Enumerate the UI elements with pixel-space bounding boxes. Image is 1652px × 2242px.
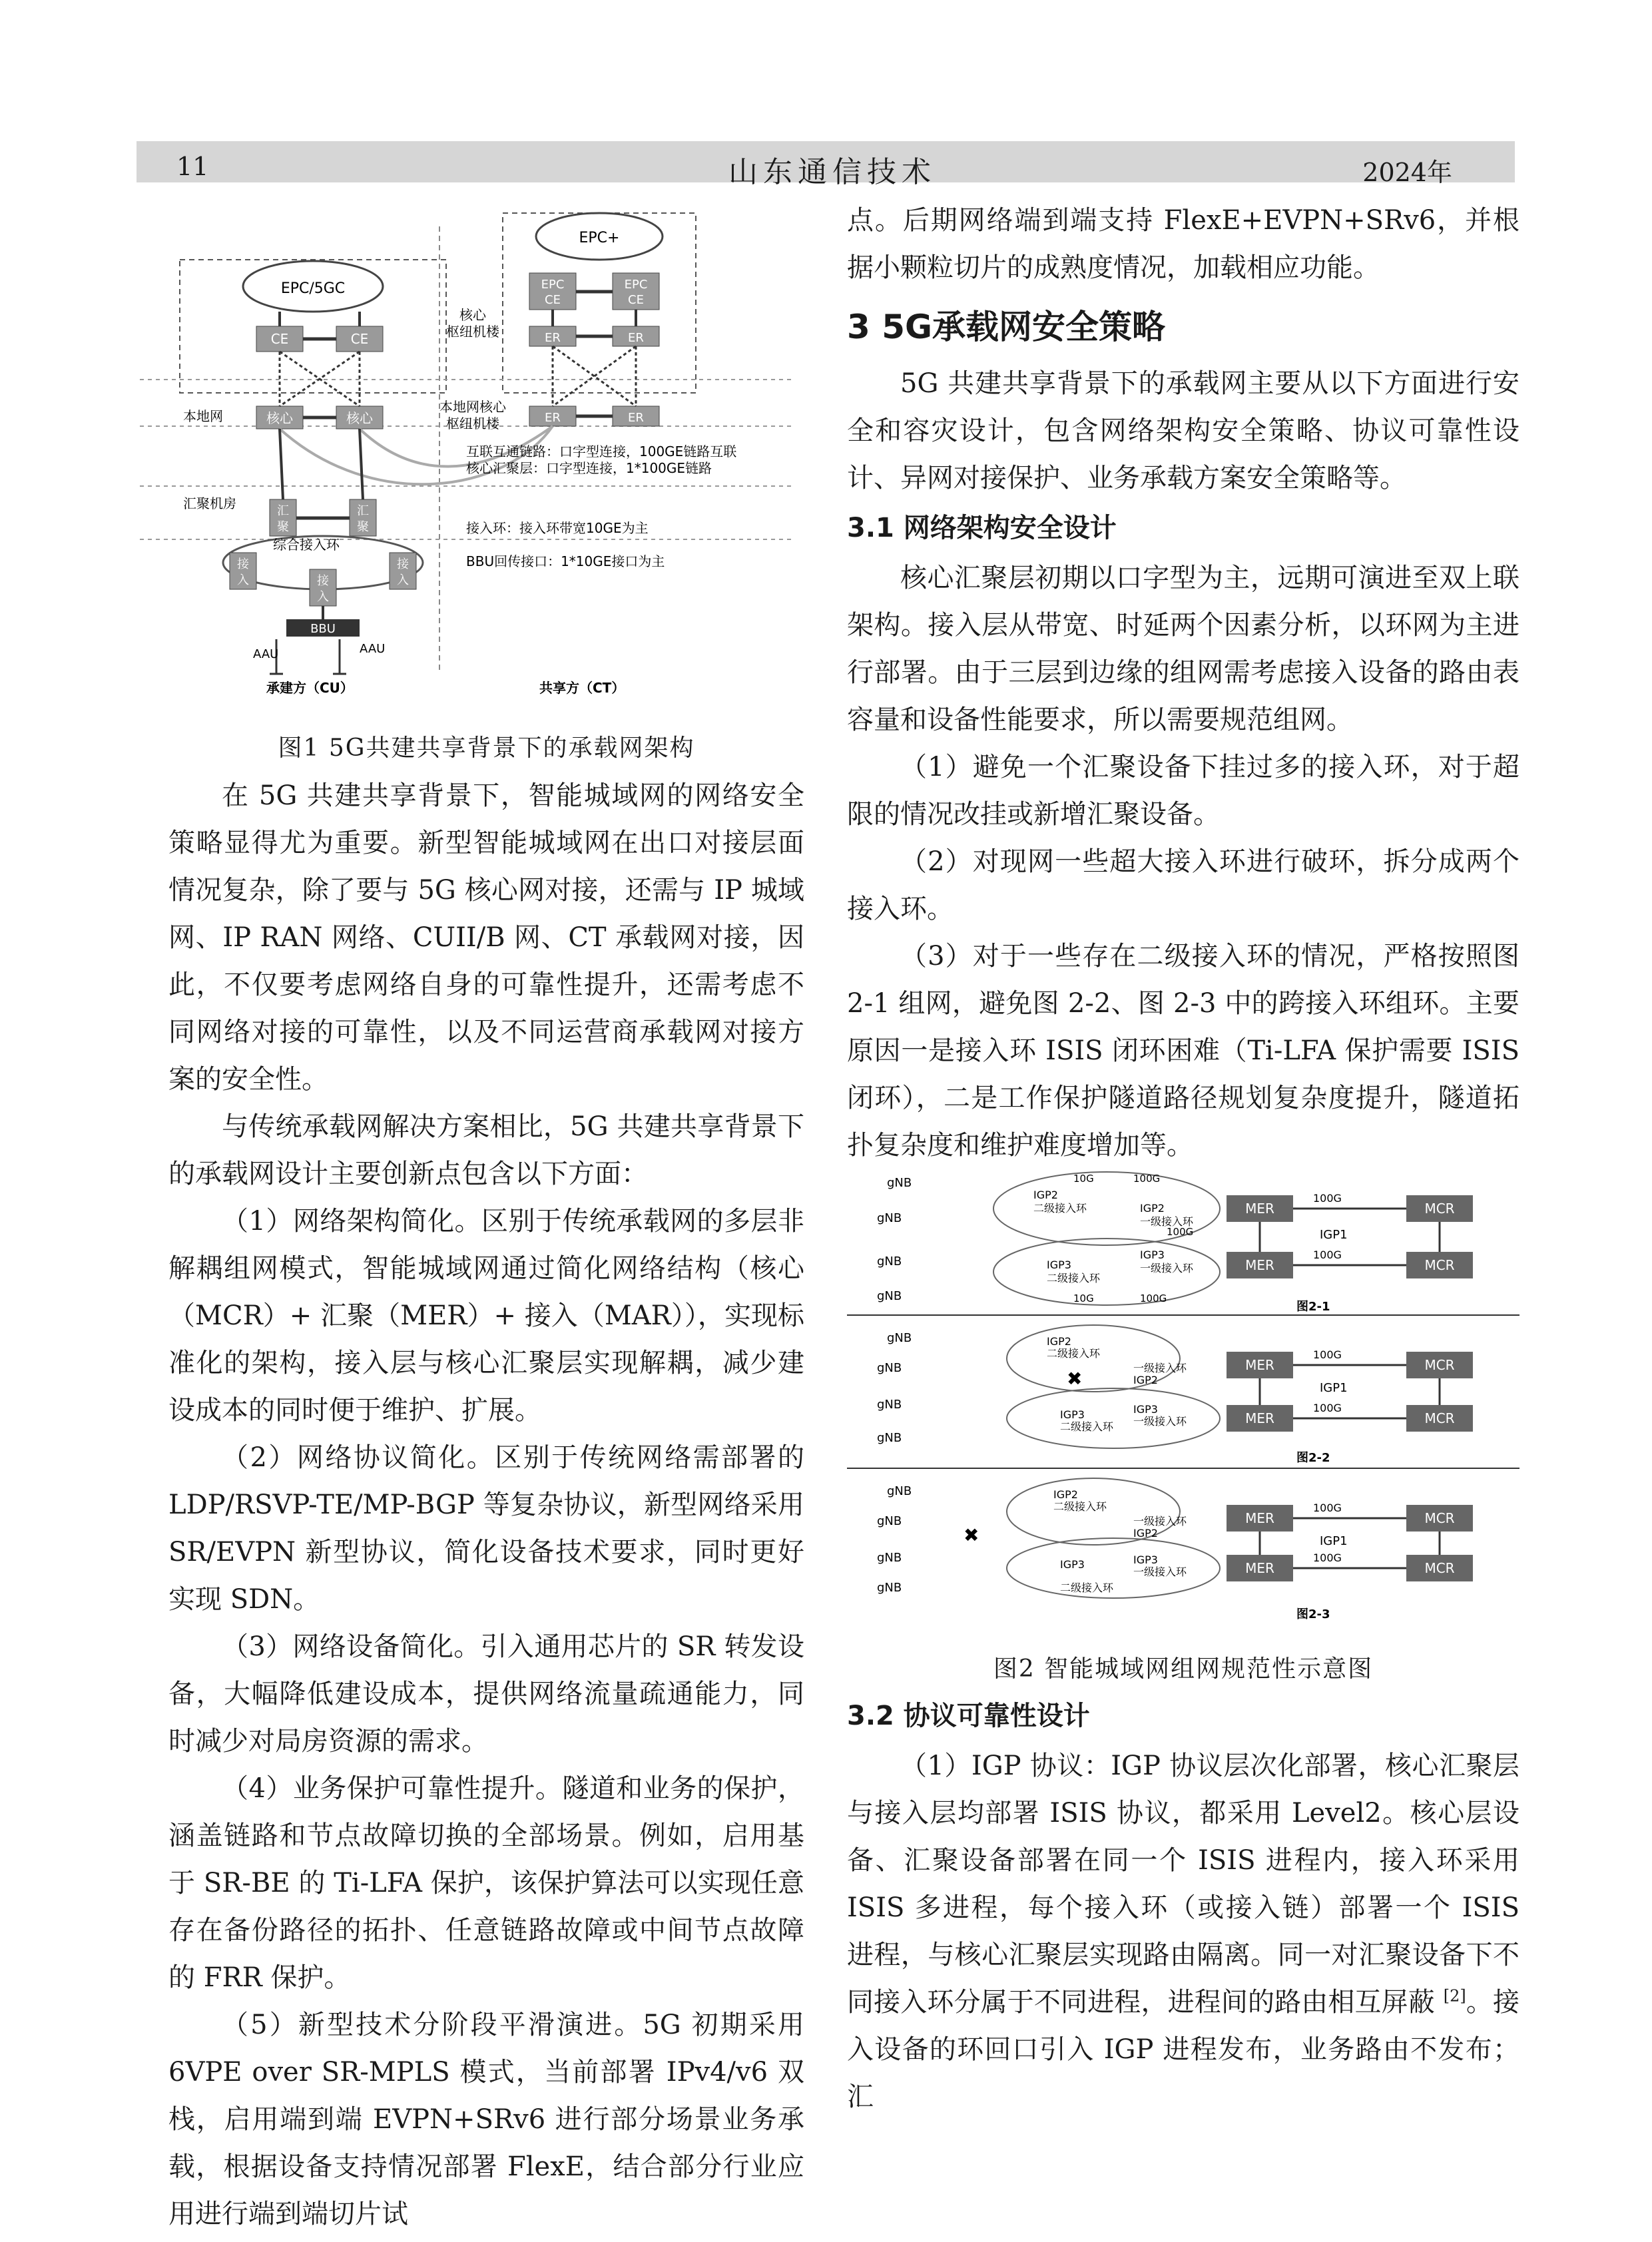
figure-2-caption: 图2 智能城域网组网规范性示意图	[993, 1655, 1374, 1683]
svg-text:100G: 100G	[1313, 1192, 1342, 1205]
svg-text:IGP3: IGP3	[1060, 1558, 1085, 1571]
paragraph: 在 5G 共建共享背景下，智能城域网的网络安全策略显得尤为重要。新型智能城域网在出口对接层面情况复杂，除了要与 5G 核心网对接，还需与 IP 城域网、IP RAN 网络、CUII/B 网、CT 承载网对接，因此，不仅要考虑网络自身的可靠性提升，还需考虑不同网络对接的可靠性，以及不同运营商承载网对接方案的安全性。	[168, 780, 804, 1095]
svg-text:gNB: gNB	[877, 1289, 902, 1303]
svg-text:核心: 核心	[266, 410, 293, 426]
mcr-node	[1406, 1555, 1473, 1581]
core-hub-label-1: 核心	[459, 307, 486, 323]
core-hub-label-2: 枢纽机楼	[446, 324, 499, 340]
mer-node	[1227, 1405, 1293, 1432]
svg-text:100G: 100G	[1313, 1402, 1342, 1414]
local-net-label: 本地网	[183, 408, 223, 424]
svg-text:MER: MER	[1245, 1357, 1274, 1373]
svg-text:一级接入环: 一级接入环	[1133, 1362, 1187, 1374]
note-interconnect: 互联互通链路：口字型连接，100GE链路互联	[466, 443, 737, 459]
figure-1-caption: 图1 5G共建共享背景下的承载网架构	[278, 734, 695, 762]
svg-text:MCR: MCR	[1424, 1510, 1455, 1526]
svg-text:IGP1: IGP1	[1320, 1228, 1348, 1242]
svg-text:IGP3: IGP3	[1047, 1259, 1071, 1271]
break-x-icon: ✖	[964, 1524, 979, 1546]
svg-text:二级接入环: 二级接入环	[1047, 1272, 1101, 1284]
paragraph: 5G 共建共享背景下的承载网主要从以下方面进行安全和容灾设计，包含网络架构安全策略、协议可靠性设计、异网对接保护、业务承载方案安全策略等。	[847, 368, 1519, 493]
access-node-3	[390, 553, 416, 589]
access-node-1	[230, 553, 256, 589]
cu-label: 承建方（CU）	[266, 680, 354, 696]
svg-text:MER: MER	[1245, 1560, 1274, 1576]
svg-text:gNB: gNB	[877, 1431, 902, 1445]
svg-text:一级接入环: 一级接入环	[1140, 1215, 1194, 1228]
svg-text:CE: CE	[350, 331, 369, 347]
svg-text:10G: 10G	[1073, 1292, 1094, 1304]
er-node-bottom-right	[613, 406, 659, 426]
mcr-node	[1406, 1252, 1473, 1278]
panel-2-3	[877, 1478, 1473, 1621]
subfigure-label: 图2-3	[1296, 1607, 1330, 1621]
svg-text:gNB: gNB	[887, 1484, 912, 1498]
epcplus-label: EPC+	[579, 230, 620, 246]
paragraph: （1）网络架构简化。区别于传统承载网的多层非解耦组网模式，智能城域网通过简化网络结构（核心（MCR）+ 汇聚（MER）+ 接入（MAR）），实现标准化的架构，接入层与核心汇聚层实现解耦，减少建设成本的同时便于维护、扩展。	[168, 1206, 804, 1426]
svg-text:二级接入环: 二级接入环	[1060, 1420, 1114, 1433]
mcr-node	[1406, 1195, 1473, 1222]
svg-text:CE: CE	[545, 293, 561, 307]
core-node-left	[256, 406, 303, 429]
svg-text:MCR: MCR	[1424, 1201, 1455, 1217]
svg-text:gNB: gNB	[877, 1255, 902, 1268]
svg-text:100G: 100G	[1313, 1502, 1342, 1514]
svg-text:IGP3: IGP3	[1060, 1408, 1085, 1421]
svg-text:IGP2: IGP2	[1033, 1189, 1058, 1201]
svg-text:gNB: gNB	[887, 1176, 912, 1190]
svg-text:MER: MER	[1245, 1257, 1274, 1273]
panel-2-2	[877, 1325, 1473, 1465]
mer-node	[1227, 1555, 1293, 1581]
ct-label: 共享方（CT）	[539, 680, 625, 696]
svg-text:IGP2: IGP2	[1133, 1374, 1158, 1386]
svg-text:MER: MER	[1245, 1410, 1274, 1426]
er-node-top-left	[529, 326, 576, 346]
section-3-1-heading: 3.1 网络架构安全设计	[847, 513, 1117, 543]
figure-1-diagram	[133, 200, 799, 719]
mer-node	[1227, 1352, 1293, 1378]
svg-text:二级接入环: 二级接入环	[1033, 1202, 1087, 1215]
svg-text:一级接入环: 一级接入环	[1140, 1262, 1194, 1274]
access-ring-label: 综合接入环	[273, 537, 340, 553]
mcr-node	[1406, 1505, 1473, 1532]
svg-text:IGP1: IGP1	[1320, 1534, 1348, 1548]
svg-text:CE: CE	[628, 293, 644, 307]
continuation-paragraph: 点。后期网络端到端支持 FlexE+EVPN+SRv6，并根据小颗粒切片的成熟度情况，加载相应功能。	[847, 205, 1519, 283]
svg-text:EPC: EPC	[624, 278, 648, 292]
journal-title: 山东通信技术	[728, 155, 936, 189]
section-3-heading: 3 5G承载网安全策略	[847, 308, 1166, 346]
svg-text:100G: 100G	[1140, 1292, 1167, 1304]
figure-2-diagram	[847, 1159, 1519, 1638]
break-x-icon: ✖	[1067, 1368, 1083, 1390]
journal-year: 2024年	[1362, 158, 1452, 187]
agg-node-right	[350, 499, 376, 536]
paragraph: （3）网络设备简化。引入通用芯片的 SR 转发设备，大幅降低建设成本，提供网络流量疏通能力，同时减少对局房资源的需求。	[168, 1631, 804, 1757]
section-3-2-heading: 3.2 协议可靠性设计	[847, 1701, 1090, 1731]
svg-text:ER: ER	[545, 331, 561, 345]
mer-node	[1227, 1195, 1293, 1222]
note-access-ring: 接入环：接入环带宽10GE为主	[466, 520, 649, 536]
access-node-2	[310, 569, 336, 606]
svg-text:接: 接	[317, 574, 329, 588]
svg-text:入: 入	[397, 573, 409, 587]
note-bbu: BBU回传接口：1*10GE接口为主	[466, 553, 665, 569]
local-core-label-2: 枢纽机楼	[446, 416, 499, 431]
svg-text:汇: 汇	[357, 504, 369, 518]
svg-text:gNB: gNB	[887, 1331, 912, 1345]
svg-text:IGP3: IGP3	[1133, 1553, 1158, 1566]
subfigure-label: 图2-2	[1296, 1451, 1330, 1465]
ce-node-left	[256, 326, 303, 352]
svg-text:gNB: gNB	[877, 1211, 902, 1225]
mer-node	[1227, 1505, 1293, 1532]
svg-text:EPC: EPC	[541, 278, 565, 292]
citation: [2]	[1443, 1986, 1466, 2006]
svg-text:MER: MER	[1245, 1201, 1274, 1217]
svg-text:汇: 汇	[277, 504, 289, 518]
paragraph: 与传统承载网解决方案相比，5G 共建共享背景下的承载网设计主要创新点包含以下方面：	[168, 1111, 804, 1189]
svg-text:聚: 聚	[277, 520, 289, 534]
svg-text:CE: CE	[270, 331, 289, 347]
svg-text:gNB: gNB	[877, 1514, 902, 1528]
svg-text:聚: 聚	[357, 520, 369, 534]
svg-text:gNB: gNB	[877, 1361, 902, 1375]
right-column-bottom	[847, 1690, 1519, 2121]
er-node-top-right	[613, 326, 659, 346]
svg-text:IGP1: IGP1	[1320, 1381, 1348, 1395]
svg-text:IGP2: IGP2	[1140, 1202, 1165, 1215]
subfigure-label: 图2-1	[1296, 1300, 1330, 1314]
aau-label-left: AAU	[253, 647, 279, 661]
agg-node-left	[270, 499, 296, 536]
svg-text:gNB: gNB	[877, 1581, 902, 1595]
bbu-node	[286, 619, 360, 637]
svg-text:IGP2: IGP2	[1133, 1527, 1158, 1540]
svg-text:MER: MER	[1245, 1510, 1274, 1526]
mcr-node	[1406, 1352, 1473, 1378]
core-node-right	[336, 406, 383, 429]
paragraph: （2）对现网一些超大接入环进行破环，拆分成两个接入环。	[847, 846, 1519, 924]
svg-text:100G: 100G	[1167, 1226, 1194, 1238]
svg-text:gNB: gNB	[877, 1398, 902, 1412]
svg-text:IGP3: IGP3	[1140, 1249, 1165, 1261]
svg-text:入: 入	[317, 590, 329, 604]
svg-text:一级接入环: 一级接入环	[1133, 1415, 1187, 1428]
ce-node-right	[336, 326, 383, 352]
svg-text:100G: 100G	[1313, 1348, 1342, 1361]
svg-text:100G: 100G	[1313, 1551, 1342, 1564]
svg-text:接: 接	[397, 557, 409, 571]
paragraph: （3）对于一些存在二级接入环的情况，严格按照图 2-1 组网，避免图 2-2、图 2-3 中的跨接入环组环。主要原因一是接入环 ISIS 闭环困难（Ti-LFA 保护需要 ISIS 闭环），二是工作保护隧道路径规划复杂度提升，隧道拓扑复杂度和维护难度增加等。	[847, 941, 1519, 1161]
svg-text:核心: 核心	[346, 410, 373, 426]
svg-text:IGP2: IGP2	[1053, 1488, 1078, 1501]
aau-label-right: AAU	[360, 642, 386, 656]
paragraph: （1）IGP 协议：IGP 协议层次化部署，核心汇聚层与接入层均部署 ISIS 协议，都采用 Level2。核心层设备、汇聚设备部署在同一个 ISIS 进程内，接入环采用 ISIS 多进程，每个接入环（或接入链）部署一个 ISIS 进程，与核心汇聚层实现路由隔离。同一对汇聚设备下不同接入环分属于不同进程，进程间的路由相互屏蔽 [2]。接入设备的环回口引入 IGP 进程发布，业务路由不发布；汇	[847, 1751, 1520, 2112]
paragraph: （1）避免一个汇聚设备下挂过多的接入环，对于超限的情况改挂或新增汇聚设备。	[847, 752, 1519, 830]
svg-text:IGP2: IGP2	[1047, 1335, 1071, 1348]
svg-text:100G: 100G	[1133, 1173, 1161, 1185]
note-core-agg: 核心汇聚层：口字型连接，1*100GE链路	[466, 460, 712, 476]
svg-text:一级接入环: 一级接入环	[1133, 1515, 1187, 1528]
paragraph: （2）网络协议简化。区别于传统网络需部署的 LDP/RSVP-TE/MP-BGP 等复杂协议，新型网络采用 SR/EVPN 新型协议，简化设备技术要求，同时更好实现 SDN。	[168, 1442, 804, 1615]
local-core-label-1: 本地网核心	[439, 399, 506, 415]
epc5gc-label: EPC/5GC	[280, 280, 346, 297]
paragraph: 核心汇聚层初期以口字型为主，远期可演进至双上联架构。接入层从带宽、时延两个因素分析，以环网为主进行部署。由于三层到边缘的组网需考虑接入设备的路由表容量和设备性能要求，所以需要规范组网。	[847, 563, 1519, 735]
svg-text:入: 入	[237, 573, 249, 587]
right-column-top	[847, 197, 1519, 1169]
svg-text:二级接入环: 二级接入环	[1060, 1581, 1114, 1594]
panel-2-1	[877, 1172, 1473, 1314]
mcr-node	[1406, 1405, 1473, 1432]
svg-text:MCR: MCR	[1424, 1560, 1455, 1576]
epc-ce-node-right	[613, 273, 659, 310]
mer-node	[1227, 1252, 1293, 1278]
svg-text:ER: ER	[628, 411, 644, 425]
svg-text:IGP3: IGP3	[1133, 1403, 1158, 1416]
svg-text:二级接入环: 二级接入环	[1053, 1500, 1107, 1513]
svg-text:MCR: MCR	[1424, 1357, 1455, 1373]
paragraph: （5）新型技术分阶段平滑演进。5G 初期采用 6VPE over SR-MPLS 模式，当前部署 IPv4/v6 双栈，启用端到端 EVPN+SRv6 进行部分场景业务承载，根据设备支持情况部署 FlexE，结合部分行业应用进行端到端切片试	[168, 2010, 804, 2229]
paragraph: （4）业务保护可靠性提升。隧道和业务的保护，涵盖链路和节点故障切换的全部场景。例如，启用基于 SR-BE 的 Ti-LFA 保护，该保护算法可以实现任意存在备份路径的拓扑、任意链路故障或中间节点故障的 FRR 保护。	[168, 1773, 804, 1993]
svg-text:10G: 10G	[1073, 1173, 1094, 1185]
antenna-icon-right	[333, 639, 346, 674]
left-column	[168, 772, 804, 2238]
page-number: 11	[176, 152, 209, 181]
svg-text:MCR: MCR	[1424, 1257, 1455, 1273]
er-node-bottom-left	[529, 406, 576, 426]
svg-text:ER: ER	[628, 331, 644, 345]
svg-text:ER: ER	[545, 411, 561, 425]
svg-text:BBU: BBU	[310, 622, 336, 636]
svg-text:100G: 100G	[1313, 1249, 1342, 1261]
svg-text:二级接入环: 二级接入环	[1047, 1347, 1101, 1360]
svg-text:gNB: gNB	[877, 1551, 902, 1565]
epc-ce-node-left	[529, 273, 576, 310]
svg-text:MCR: MCR	[1424, 1410, 1455, 1426]
agg-room-label: 汇聚机房	[183, 495, 236, 511]
svg-text:接: 接	[237, 557, 249, 571]
svg-text:一级接入环: 一级接入环	[1133, 1565, 1187, 1578]
